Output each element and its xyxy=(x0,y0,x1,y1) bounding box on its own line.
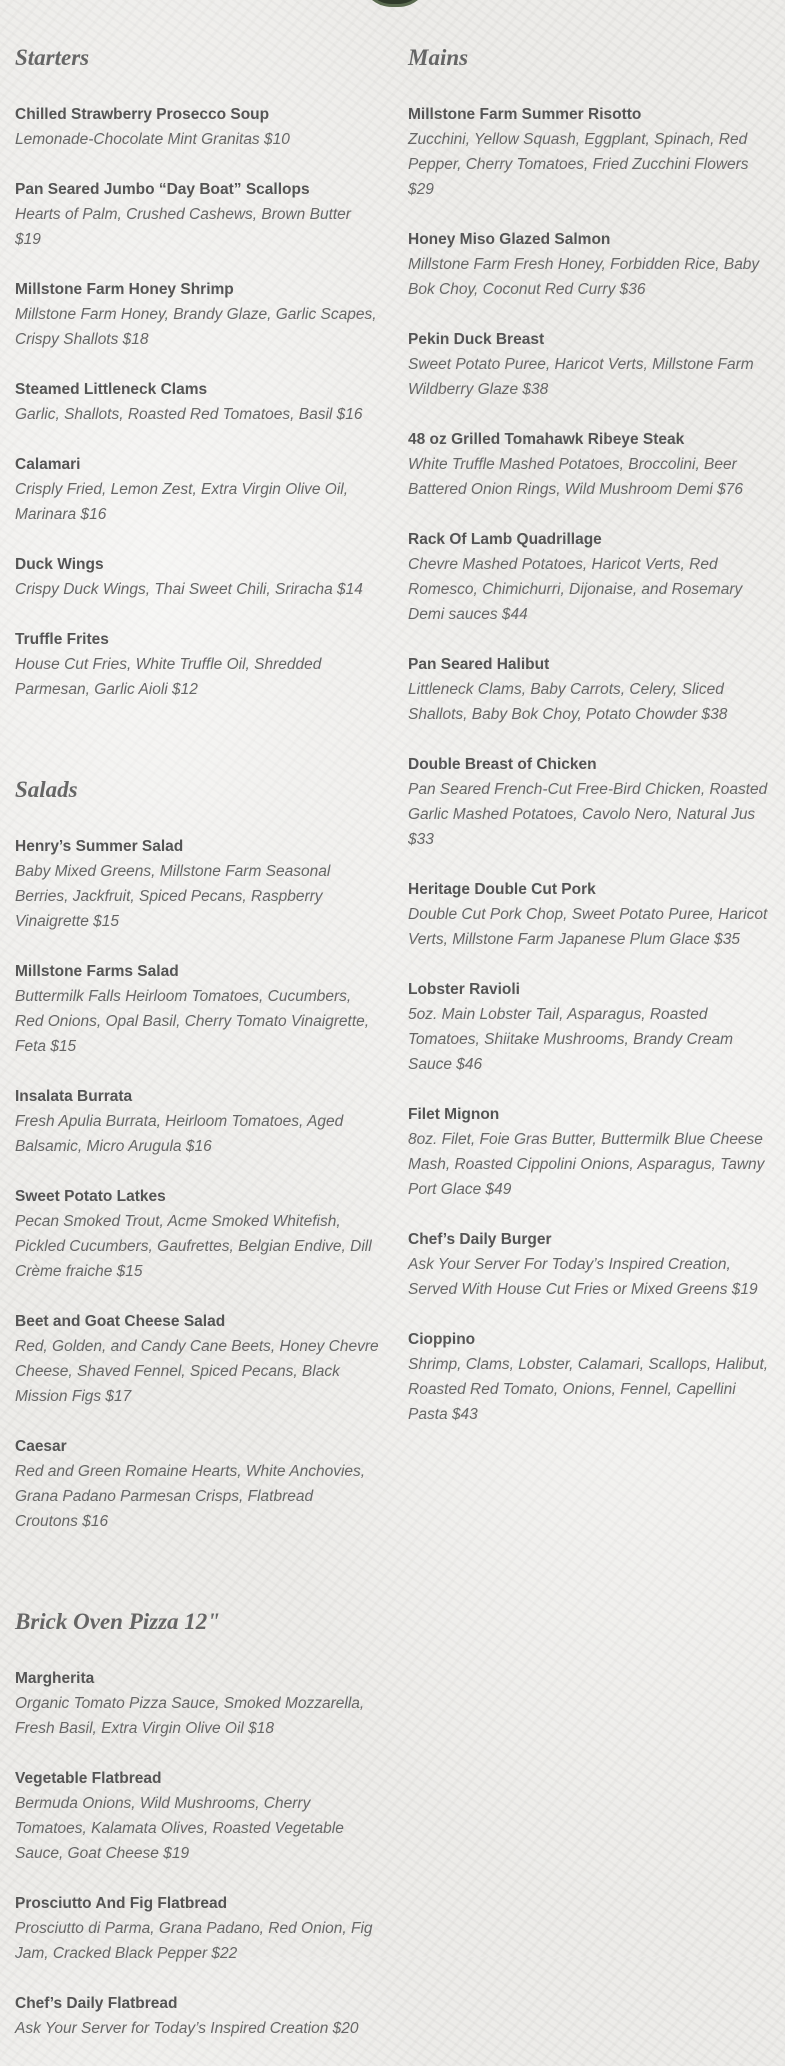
right-column xyxy=(408,40,773,1452)
menu-item-name: Chef’s Daily Burger xyxy=(408,1231,552,1248)
menu-item xyxy=(408,977,773,1077)
menu-item xyxy=(15,177,380,252)
pizza-section xyxy=(15,1604,380,2041)
menu-item-name: Steamed Littleneck Clams xyxy=(15,381,208,398)
menu-item-name: Pan Seared Halibut xyxy=(408,656,550,673)
menu-item-description: Fresh Apulia Burrata, Heirloom Tomatoes, Aged Balsamic, Micro Arugula $16 xyxy=(15,1113,344,1155)
menu-item xyxy=(408,877,773,952)
menu-item xyxy=(15,959,380,1059)
menu-item-name: Pan Seared Jumbo “Day Boat” Scallops xyxy=(15,181,310,198)
menu-item xyxy=(408,102,773,202)
menu-item-description: Crisply Fried, Lemon Zest, Extra Virgin Olive Oil, Marinara $16 xyxy=(15,481,349,523)
menu-item xyxy=(15,277,380,352)
menu-item-name: Millstone Farm Honey Shrimp xyxy=(15,281,234,298)
menu-item-description: Ask Your Server For Today’s Inspired Creation, Served With House Cut Fries or Mixed Greens $19 xyxy=(408,1256,758,1298)
mains-section xyxy=(408,40,773,1427)
menu-item-name: Rack Of Lamb Quadrillage xyxy=(408,531,602,548)
starters-section xyxy=(15,40,380,702)
menu-item-name: Honey Miso Glazed Salmon xyxy=(408,231,611,248)
menu-item xyxy=(408,327,773,402)
menu-item xyxy=(408,1102,773,1202)
menu-item xyxy=(408,652,773,727)
menu-item xyxy=(15,1666,380,1741)
menu-item-description: Crispy Duck Wings, Thai Sweet Chili, Sriracha $14 xyxy=(15,581,363,598)
menu-item-description: Pan Seared French-Cut Free-Bird Chicken, Roasted Garlic Mashed Potatoes, Cavolo Nero, Natural Jus $33 xyxy=(408,781,768,848)
menu-item-name: Lobster Ravioli xyxy=(408,981,520,998)
menu-item-name: Millstone Farms Salad xyxy=(15,963,179,980)
menu-item-description: Organic Tomato Pizza Sauce, Smoked Mozzarella, Fresh Basil, Extra Virgin Olive Oil $18 xyxy=(15,1695,365,1737)
menu-item-description: Buttermilk Falls Heirloom Tomatoes, Cucumbers, Red Onions, Opal Basil, Cherry Tomato Vinaigrette, Feta $15 xyxy=(15,988,370,1055)
menu-item xyxy=(15,552,380,602)
menu-item-description: Millstone Farm Fresh Honey, Forbidden Rice, Baby Bok Choy, Coconut Red Curry $36 xyxy=(408,256,760,298)
menu-item-name: Truffle Frites xyxy=(15,631,109,648)
salads-list xyxy=(15,834,380,1534)
menu-item-name: 48 oz Grilled Tomahawk Ribeye Steak xyxy=(408,431,685,448)
menu-item-name: Insalata Burrata xyxy=(15,1088,133,1105)
menu-item-description: Bermuda Onions, Wild Mushrooms, Cherry Tomatoes, Kalamata Olives, Roasted Vegetable Sauce, Goat Cheese $19 xyxy=(15,1795,344,1862)
section-title-starters: Starters xyxy=(15,45,90,70)
menu-item-name: Vegetable Flatbread xyxy=(15,1770,162,1787)
menu-item-name: Heritage Double Cut Pork xyxy=(408,881,596,898)
menu-item-description: Pecan Smoked Trout, Acme Smoked Whitefish, Pickled Cucumbers, Gaufrettes, Belgian Endive, Dill Crème fraiche $15 xyxy=(15,1213,372,1280)
menu-item xyxy=(408,752,773,852)
menu-item-description: 5oz. Main Lobster Tail, Asparagus, Roasted Tomatoes, Shiitake Mushrooms, Brandy Cream Sauce $46 xyxy=(408,1006,734,1073)
menu-item xyxy=(15,102,380,152)
menu-item-description: Prosciutto di Parma, Grana Padano, Red Onion, Fig Jam, Cracked Black Pepper $22 xyxy=(15,1920,373,1962)
menu-item-name: Cioppino xyxy=(408,1331,476,1348)
section-title-mains: Mains xyxy=(408,45,469,70)
menu-item-description: 8oz. Filet, Foie Gras Butter, Buttermilk Blue Cheese Mash, Roasted Cippolini Onions, Asparagus, Tawny Port Glace $49 xyxy=(408,1131,765,1198)
menu-item-name: Sweet Potato Latkes xyxy=(15,1188,166,1205)
menu-item-name: Chilled Strawberry Prosecco Soup xyxy=(15,106,270,123)
menu-item-description: Red, Golden, and Candy Cane Beets, Honey Chevre Cheese, Shaved Fennel, Spiced Pecans, Black Mission Figs $17 xyxy=(15,1338,379,1405)
menu-item xyxy=(15,377,380,427)
menu-item xyxy=(15,627,380,702)
menu-item xyxy=(408,1327,773,1427)
menu-item xyxy=(408,427,773,502)
menu-item-description: Chevre Mashed Potatoes, Haricot Verts, Red Romesco, Chimichurri, Dijonaise, and Rosemary Demi sauces $44 xyxy=(408,556,743,623)
menu-item-description: Millstone Farm Honey, Brandy Glaze, Garlic Scapes, Crispy Shallots $18 xyxy=(15,306,377,348)
menu-item-name: Pekin Duck Breast xyxy=(408,331,545,348)
menu-item-name: Prosciutto And Fig Flatbread xyxy=(15,1895,228,1912)
logo-emblem xyxy=(360,0,430,7)
menu-item-description: Baby Mixed Greens, Millstone Farm Seasonal Berries, Jackfruit, Spiced Pecans, Raspberry Vinaigrette $15 xyxy=(15,863,331,930)
menu-item-name: Duck Wings xyxy=(15,556,104,573)
starters-list xyxy=(15,102,380,702)
menu-item xyxy=(408,227,773,302)
menu-item-description: Hearts of Palm, Crushed Cashews, Brown Butter $19 xyxy=(15,206,351,248)
section-title-salads: Salads xyxy=(15,777,78,802)
menu-item xyxy=(408,1227,773,1302)
menu-item-name: Chef’s Daily Flatbread xyxy=(15,1995,178,2012)
menu-item-description: Sweet Potato Puree, Haricot Verts, Millstone Farm Wildberry Glaze $38 xyxy=(408,356,754,398)
menu-item-description: Red and Green Romaine Hearts, White Anchovies, Grana Padano Parmesan Crisps, Flatbread Croutons $16 xyxy=(15,1463,366,1530)
menu-item xyxy=(15,834,380,934)
menu-item-description: Zucchini, Yellow Squash, Eggplant, Spinach, Red Pepper, Cherry Tomatoes, Fried Zucchini Flowers $29 xyxy=(408,131,749,198)
menu-item-description: Garlic, Shallots, Roasted Red Tomatoes, Basil $16 xyxy=(15,406,363,423)
menu-item-name: Millstone Farm Summer Risotto xyxy=(408,106,642,123)
menu-item xyxy=(15,1084,380,1159)
menu-item xyxy=(408,527,773,627)
menu-item xyxy=(15,1434,380,1534)
menu-item-description: Lemonade-Chocolate Mint Granitas $10 xyxy=(15,131,290,148)
left-column xyxy=(15,40,380,2066)
menu-item-description: House Cut Fries, White Truffle Oil, Shredded Parmesan, Garlic Aioli $12 xyxy=(15,656,322,698)
menu-item xyxy=(15,1309,380,1409)
menu-item-name: Calamari xyxy=(15,456,81,473)
menu-item-description: White Truffle Mashed Potatoes, Broccolini, Beer Battered Onion Rings, Wild Mushroom Demi $76 xyxy=(408,456,743,498)
menu-item-name: Henry’s Summer Salad xyxy=(15,838,184,855)
menu-item xyxy=(15,1766,380,1866)
menu-item-description: Double Cut Pork Chop, Sweet Potato Puree, Haricot Verts, Millstone Farm Japanese Plum Glace $35 xyxy=(408,906,768,948)
menu-item-name: Caesar xyxy=(15,1438,67,1455)
pizza-list xyxy=(15,1666,380,2041)
menu-item xyxy=(15,452,380,527)
menu-item xyxy=(15,1184,380,1284)
menu-item-description: Ask Your Server for Today’s Inspired Creation $20 xyxy=(15,2020,359,2037)
menu-item-name: Beet and Goat Cheese Salad xyxy=(15,1313,226,1330)
salads-section xyxy=(15,772,380,1534)
menu-item xyxy=(15,1991,380,2041)
mains-list xyxy=(408,102,773,1427)
section-title-pizza: Brick Oven Pizza 12" xyxy=(15,1609,221,1634)
menu-item-name: Margherita xyxy=(15,1670,95,1687)
menu-item-description: Littleneck Clams, Baby Carrots, Celery, Sliced Shallots, Baby Bok Choy, Potato Chowder $38 xyxy=(408,681,728,723)
menu-item-name: Double Breast of Chicken xyxy=(408,756,597,773)
menu-item-description: Shrimp, Clams, Lobster, Calamari, Scallops, Halibut, Roasted Red Tomato, Onions, Fennel, Capellini Pasta $43 xyxy=(408,1356,769,1423)
menu-item xyxy=(15,1891,380,1966)
menu-item-name: Filet Mignon xyxy=(408,1106,500,1123)
